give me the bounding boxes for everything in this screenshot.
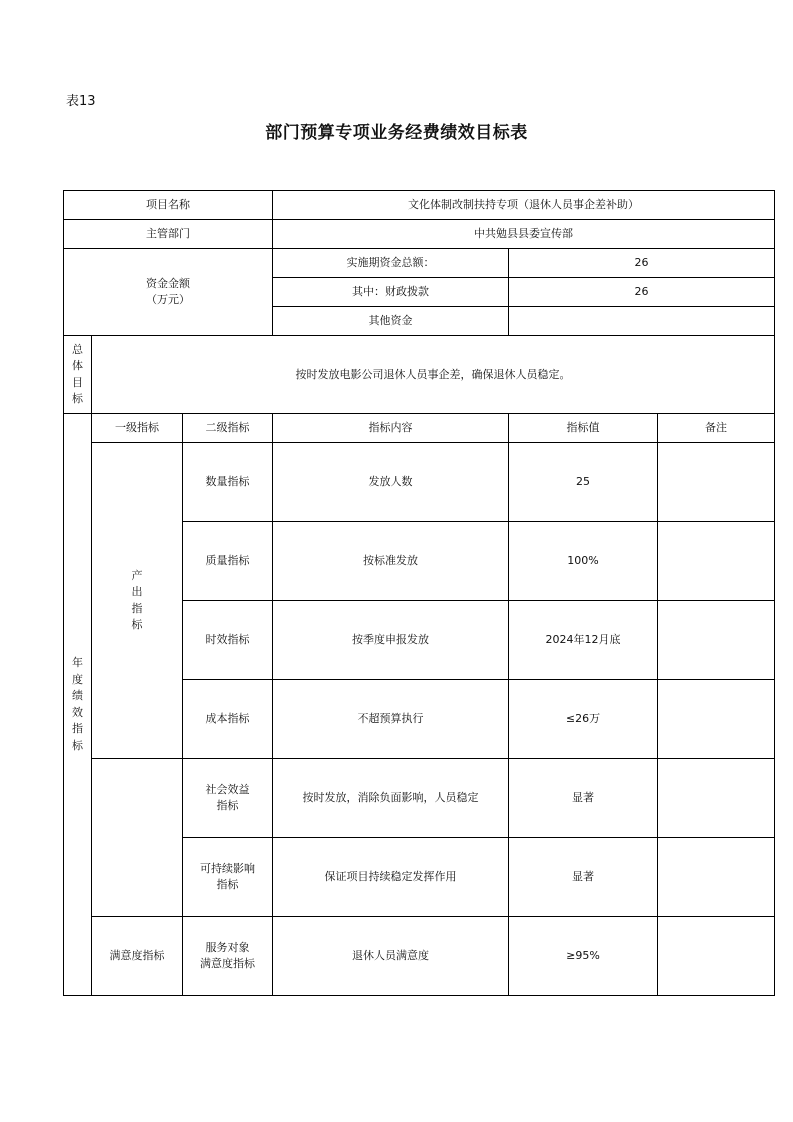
level2-line1: 服务对象	[205, 941, 250, 955]
funds-other-label: 其他资金	[273, 307, 509, 336]
project-name-label: 项目名称	[64, 191, 273, 220]
note-cell	[658, 917, 775, 996]
value-cell: 100%	[509, 522, 658, 601]
overall-goal-label-text: 总体目标	[72, 342, 83, 405]
content-cell: 发放人数	[273, 443, 509, 522]
level2-line1: 社会效益	[205, 783, 250, 797]
indicator-row	[64, 917, 775, 996]
content-cell: 退休人员满意度	[273, 917, 509, 996]
level2-cell: 时效指标	[183, 601, 273, 680]
note-cell	[658, 522, 775, 601]
header-level1: 一级指标	[92, 414, 183, 443]
funds-other-value	[509, 307, 775, 336]
annual-indicator-label-text: 年度绩效指标	[72, 656, 83, 752]
output-indicator-label	[92, 443, 183, 759]
indicator-row	[64, 759, 775, 838]
overall-goal-row	[64, 336, 775, 414]
output-indicator-label-text: 产出指标	[131, 568, 143, 631]
overall-goal-label	[64, 336, 92, 414]
project-name-value: 文化体制改制扶持专项（退休人员事企差补助）	[273, 191, 775, 220]
level2-cell	[183, 759, 273, 838]
value-cell: 显著	[509, 759, 658, 838]
level2-cell: 质量指标	[183, 522, 273, 601]
value-cell: ≤26万	[509, 680, 658, 759]
level2-cell	[183, 917, 273, 996]
page-title: 部门预算专项业务经费绩效目标表	[265, 123, 528, 143]
level2-line2: 指标	[216, 799, 239, 812]
funds-label-line1: 资金金额	[146, 277, 190, 291]
note-cell	[658, 680, 775, 759]
funds-fiscal-value: 26	[509, 278, 775, 307]
funds-total-value: 26	[509, 249, 775, 278]
funds-fiscal-label: 其中：财政拨款	[273, 278, 509, 307]
content-cell: 不超预算执行	[273, 680, 509, 759]
department-value: 中共勉县县委宣传部	[273, 220, 775, 249]
department-row	[64, 220, 775, 249]
performance-target-table	[63, 190, 775, 996]
effect-indicator-label	[92, 759, 183, 917]
satisfaction-indicator-label: 满意度指标	[92, 917, 183, 996]
value-cell: ≥95%	[509, 917, 658, 996]
overall-goal-text: 按时发放电影公司退休人员事企差，确保退休人员稳定。	[92, 336, 775, 414]
funds-total-row	[64, 249, 775, 278]
funds-label	[64, 249, 273, 336]
project-name-row	[64, 191, 775, 220]
content-cell: 按标准发放	[273, 522, 509, 601]
funds-label-line2: （万元）	[146, 293, 190, 306]
value-cell: 25	[509, 443, 658, 522]
header-value: 指标值	[509, 414, 658, 443]
funds-total-label: 实施期资金总额：	[273, 249, 509, 278]
header-content: 指标内容	[273, 414, 509, 443]
level2-line2: 满意度指标	[200, 957, 255, 970]
content-cell: 按时发放，消除负面影响，人员稳定	[273, 759, 509, 838]
content-cell: 按季度申报发放	[273, 601, 509, 680]
note-cell	[658, 759, 775, 838]
note-cell	[658, 838, 775, 917]
level2-cell	[183, 838, 273, 917]
header-level2: 二级指标	[183, 414, 273, 443]
value-cell: 显著	[509, 838, 658, 917]
note-cell	[658, 601, 775, 680]
note-cell	[658, 443, 775, 522]
department-label: 主管部门	[64, 220, 273, 249]
level2-line1: 可持续影响	[200, 862, 255, 876]
indicator-row	[64, 443, 775, 522]
level2-cell: 成本指标	[183, 680, 273, 759]
level2-cell: 数量指标	[183, 443, 273, 522]
level2-line2: 指标	[216, 878, 239, 891]
value-cell: 2024年12月底	[509, 601, 658, 680]
table-number: 表13	[66, 94, 96, 109]
annual-indicator-label	[64, 414, 92, 996]
indicator-header-row	[64, 414, 775, 443]
header-note: 备注	[658, 414, 775, 443]
content-cell: 保证项目持续稳定发挥作用	[273, 838, 509, 917]
